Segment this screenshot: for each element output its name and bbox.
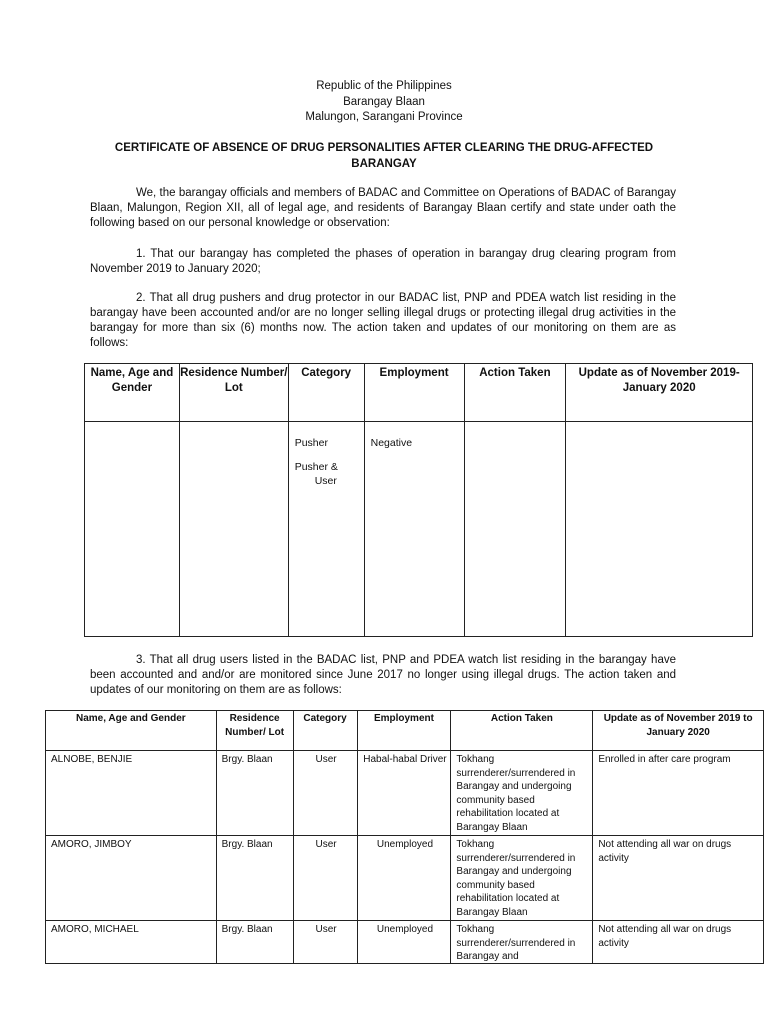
column-header: Residence Number/ Lot	[179, 364, 288, 422]
table-row	[46, 836, 764, 921]
table-row	[46, 921, 764, 964]
table-header-row	[46, 711, 764, 751]
column-header: Residence Number/ Lot	[216, 711, 293, 751]
certificate-title-line2: BARANGAY	[351, 158, 417, 170]
certificate-title-line1: CERTIFICATE OF ABSENCE OF DRUG PERSONALITIES AFTER CLEARING THE DRUG-AFFECTED	[114, 142, 654, 154]
column-header: Category	[293, 711, 357, 751]
column-header: Name, Age and Gender	[46, 711, 217, 751]
category-value: Pusher	[294, 437, 328, 449]
column-header: Action Taken	[451, 711, 593, 751]
action-cell: Tokhang surrenderer/surrendered in Barangay and undergoing community based rehabilitation located at Barangay Blaan	[451, 836, 593, 921]
table-row	[85, 422, 753, 637]
residence-cell: Brgy. Blaan	[216, 836, 293, 921]
update-cell: Enrolled in after care program	[593, 751, 764, 836]
category-value-2a: Pusher &	[294, 461, 338, 473]
column-header: Employment	[364, 364, 464, 422]
column-header: Update as of November 2019-January 2020	[566, 364, 753, 422]
employment-cell: Negative	[364, 422, 464, 637]
header-barangay: Barangay Blaan	[343, 96, 425, 108]
action-cell	[451, 921, 593, 964]
table-row	[46, 751, 764, 836]
item1-paragraph: 1. That our barangay has completed the phases of operation in barangay drug clearing program from November 2019 to January 2020;	[90, 248, 676, 275]
intro-paragraph: We, the barangay officials and members of BADAC and Committee on Operations of BADAC of Barangay Blaan, Malungon, Region XII, all of legal age, and residents of Barangay Blaan certify and state under oath the following based on our personal knowledge or observation:	[90, 187, 676, 229]
employment-cell: Habal-habal Driver	[357, 751, 451, 836]
category-cell: User	[293, 836, 357, 921]
name-cell	[85, 422, 180, 637]
residence-cell	[179, 422, 288, 637]
action-cell: Tokhang surrenderer/surrendered in Barangay and undergoing community based rehabilitation located at Barangay Blaan	[451, 751, 593, 836]
item2-paragraph: 2. That all drug pushers and drug protector in our BADAC list, PNP and PDEA watch list residing in the barangay have been accounted and/or are no longer selling illegal drugs or protecting illegal drug activities in the barangay for more than six (6) months now. The action taken and updates of our monitoring on them are as follows:	[90, 292, 676, 349]
update-cell: Not attending all war on drugs activity	[593, 836, 764, 921]
column-header: Employment	[357, 711, 451, 751]
employment-cell: Unemployed	[357, 836, 451, 921]
name-cell: ALNOBE, BENJIE	[46, 751, 217, 836]
header-country: Republic of the Philippines	[316, 80, 452, 92]
category-value-2	[295, 460, 364, 488]
drug-users-table	[45, 710, 764, 964]
residence-cell: Brgy. Blaan	[216, 921, 293, 964]
category-cell: User	[293, 921, 357, 964]
category-cell	[288, 422, 364, 637]
column-header: Category	[288, 364, 364, 422]
name-cell: AMORO, MICHAEL	[46, 921, 217, 964]
drug-pushers-table	[84, 363, 753, 637]
update-cell: Not attending all war on drugs activity	[593, 921, 764, 964]
category-value-2b: User	[314, 475, 337, 487]
action-text: Tokhang surrenderer/surrendered in Barangay and	[456, 924, 576, 962]
column-header: Name, Age and Gender	[85, 364, 180, 422]
residence-cell: Brgy. Blaan	[216, 751, 293, 836]
table-header-row	[85, 364, 753, 422]
name-cell: AMORO, JIMBOY	[46, 836, 217, 921]
update-cell	[566, 422, 753, 637]
header-municipality: Malungon, Sarangani Province	[305, 111, 463, 123]
action-cell	[464, 422, 566, 637]
column-header: Action Taken	[464, 364, 566, 422]
column-header: Update as of November 2019 to January 2020	[593, 711, 764, 751]
category-cell: User	[293, 751, 357, 836]
employment-cell: Unemployed	[357, 921, 451, 964]
item3-paragraph: 3. That all drug users listed in the BADAC list, PNP and PDEA watch list residing in the barangay have been accounted and and/or are monitored since June 2017 no longer using illegal drugs. The action taken and updates of our monitoring on them are as follows:	[90, 654, 676, 696]
